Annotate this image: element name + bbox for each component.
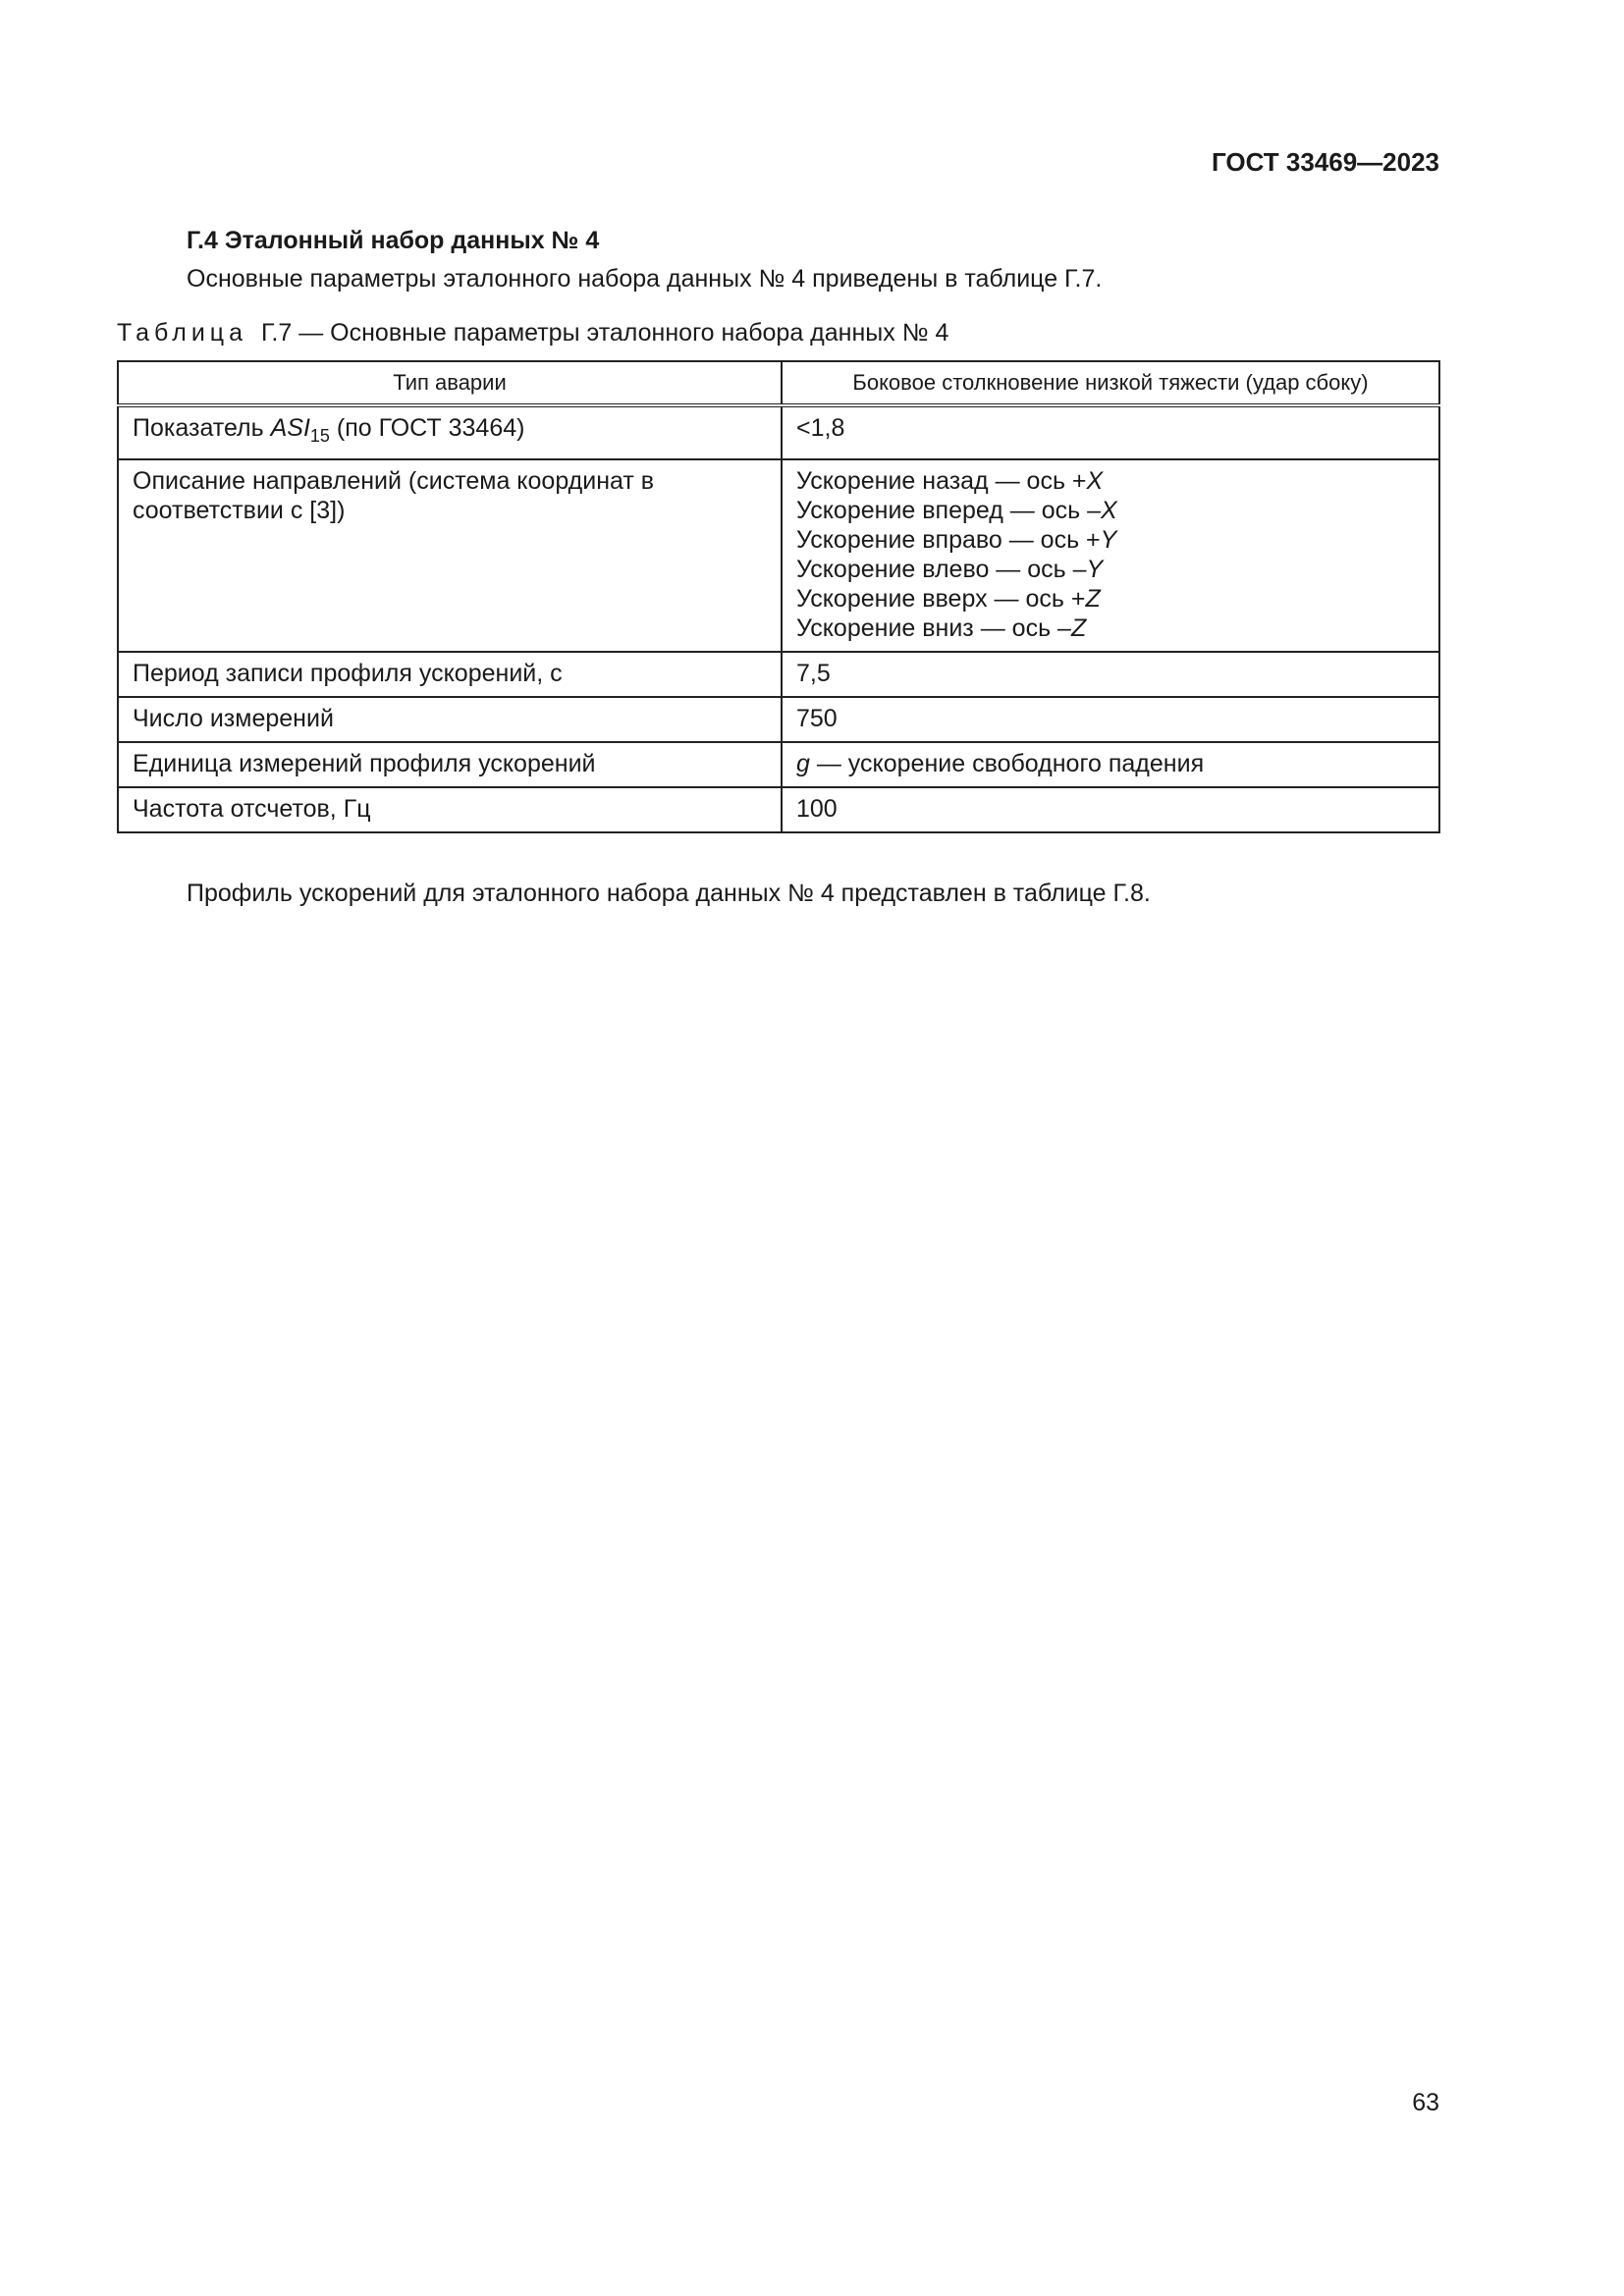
direction-line	[796, 614, 1425, 643]
row-value-frequency: 100	[782, 787, 1439, 832]
column-header-accident-type: Тип аварии	[118, 361, 782, 405]
direction-line	[796, 555, 1425, 584]
direction-axis: X	[1101, 497, 1117, 524]
table-caption-word: Таблица	[117, 319, 248, 347]
row-label-period: Период записи профиля ускорений, с	[118, 652, 782, 697]
direction-line	[796, 525, 1425, 555]
table-caption	[117, 319, 948, 347]
row-value-asi: <1,8	[782, 405, 1439, 459]
parameters-table	[117, 360, 1440, 833]
direction-axis: X	[1086, 467, 1104, 495]
page-number: 63	[1412, 2089, 1439, 2116]
asi-symbol: ASI	[270, 414, 310, 442]
unit-description: — ускорение свободного падения	[809, 750, 1205, 777]
table-row	[118, 787, 1439, 832]
table-caption-text: Г.7 — Основные параметры эталонного набора данных № 4	[260, 319, 949, 347]
asi-label-suffix: (по ГОСТ 33464)	[329, 414, 525, 442]
unit-symbol: g	[796, 750, 810, 777]
direction-axis: Z	[1085, 585, 1101, 613]
table-header-row	[118, 361, 1439, 405]
row-label-asi	[118, 405, 782, 459]
direction-line	[796, 496, 1425, 525]
direction-line	[796, 466, 1425, 496]
table-row	[118, 459, 1439, 652]
row-label-unit: Единица измерений профиля ускорений	[118, 742, 782, 787]
table-row	[118, 405, 1439, 459]
direction-axis: Y	[1100, 526, 1117, 554]
row-label-frequency: Частота отсчетов, Гц	[118, 787, 782, 832]
row-label-directions: Описание направлений (система координат в соответствии с [3])	[118, 459, 782, 652]
intro-paragraph: Основные параметры эталонного набора данных № 4 приведены в таблице Г.7.	[187, 265, 1103, 293]
table-row	[118, 652, 1439, 697]
asi-label-prefix: Показатель	[133, 414, 271, 442]
direction-axis: Z	[1070, 614, 1087, 642]
row-value-period: 7,5	[782, 652, 1439, 697]
section-title: Г.4 Эталонный набор данных № 4	[187, 227, 600, 254]
outro-paragraph: Профиль ускорений для эталонного набора данных № 4 представлен в таблице Г.8.	[187, 880, 1151, 907]
row-value-directions	[782, 459, 1439, 652]
table-row	[118, 742, 1439, 787]
row-value-count: 750	[782, 697, 1439, 742]
direction-axis: Y	[1086, 556, 1104, 583]
asi-subscript: 15	[309, 426, 330, 446]
direction-text: Ускорение вправо — ось +	[796, 526, 1101, 554]
document-id: ГОСТ 33469—2023	[1212, 147, 1439, 177]
direction-text: Ускорение вверх — ось +	[796, 585, 1086, 613]
direction-text: Ускорение назад — ось +	[796, 467, 1087, 495]
row-value-unit	[782, 742, 1439, 787]
direction-text: Ускорение вперед — ось –	[796, 497, 1101, 524]
table-row	[118, 697, 1439, 742]
direction-text: Ускорение влево — ось –	[796, 556, 1087, 583]
row-label-count: Число измерений	[118, 697, 782, 742]
direction-line	[796, 584, 1425, 614]
direction-text: Ускорение вниз — ось –	[796, 614, 1071, 642]
column-header-accident-value: Боковое столкновение низкой тяжести (удар сбоку)	[782, 361, 1439, 405]
